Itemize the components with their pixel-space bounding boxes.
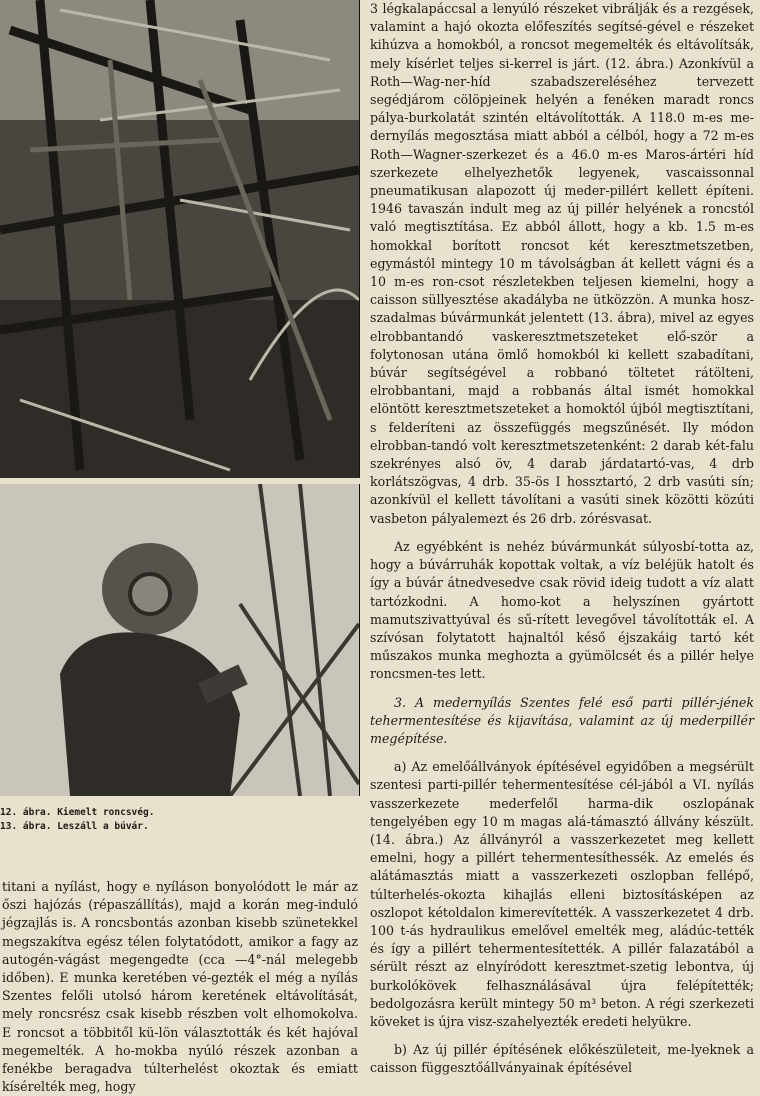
section-heading: 3. A medernyílás Szentes felé eső parti pillér-jének tehermentesítése és kijavítása, valamint az új mederpillér megépítése. [370, 694, 754, 746]
figure-captions [0, 806, 359, 834]
caption-figure-13: 13. ábra. Leszáll a búvár. [0, 821, 149, 832]
caption-figure-12: 12. ábra. Kiemelt roncsvég. [0, 807, 155, 818]
paragraph: a) Az emelőállványok építésével egyidőben a megsérült szentesi parti-pillér tehermentesítése cél-jából a VI. nyílás vasszerkezete mederfelől harma-dik oszlopának tengelyében egy 10 m magas alá-támasztó állvány készült. (14. ábra.) Az állványról a vasszerkezetet meg kellett emelni, hogy a pillért tehermentesíthessék. Az emelés és alátámasztás miatt a vasszerkezeti oszlopban fellépő, túlterhelés-okozta kihajlás elleni biztosításképen az oszlopot kétoldalon kimerevítették. A vasszerkezetet 4 drb. 100 t-ás hydraulikus emelővel emelték meg, aládúc-tették és így a pillért tehermentesítették. A pillér falazatából a sérült részt az elnyíródott keresztmet-szetig lebontva, új burkolókövek felhasználásával újra felépítették; bedolgozásra került mintegy 50 m³ beton. A régi szerkezeti köveket is újra visz-szahelyezték eredeti helyükre. [370, 759, 754, 1029]
left-text-column [2, 878, 358, 1096]
paragraph: 3 légkalapáccsal a lenyúló részeket vibrálják és a rezgések, valamint a hajó okozta előfeszítés segítsé-gével e részeket kihúzva a homokból, a roncsot megemelték és eltávolítsák, mely kísérlet teljes si-kerrel is járt. (12. ábra.) Azonkívül a Roth—Wag-ner-híd szabadszereléséhez tervezett segédjárom cölöpjeinek helyén a fenéken maradt roncs pálya-burkolatát szintén eltávolították. A 118.0 m-es me-dernyílás megosztása miatt abból a célból, hogy a 72 m-es Roth—Wagner-szerkezet és a 46.0 m-es Maros-ártéri híd szerkezete elhelyezhetők legyenek, vascaissonnal pneumatikusan alapozott új meder-pillért kellett építeni. 1946 tavaszán indult meg az új pillér helyének a roncstól való megtisztítása. Ez abból állott, hogy a kb. 1.5 m-es homokkal borított roncsot két keresztmetszetben, egymástól mintegy 10 m távolságban át kellett vágni és a 10 m-es ron-csot részletekben teljesen kiemelni, hogy a caisson süllyesztése akadályba ne ütközzön. A munka hosz-szadalmas búvármunkát jelentett (13. ábra), mivel az egyes elrobbantandó vaskeresztmetszeteket elő-ször a folytonosan utána ömlő homokból ki kellett szabadítani, búvár segítségével a robbanó töltetet rátölteni, elrobbantani, majd a robbanás által ismét homokkal elöntött keresztmetszeteket a homoktól újból megtisztítani, s felderíteni az összefüggés megszűnését. Ily módon elrobban-tandó volt keresztmetszetenként: 2 darab két-falu szekrényes alsó öv, 4 darab járdatartó-vas, 4 drb korlátszögvas, 4 drb. 35-ös I hossztartó, 2 drb vasúti sín; azonkívül el kellett távolítani a vasúti sinek közötti közúti vasbeton pályalemezt és 26 drb. zórésvasat. [370, 1, 754, 526]
photo-wreck-end [0, 0, 360, 478]
right-text-column [370, 0, 754, 1078]
photo-diver-descending [0, 484, 360, 796]
paragraph: titani a nyílást, hogy e nyíláson bonyolódott le már az őszi hajózás (répaszállítás), majd a korán meg-induló jégzajlás is. A roncsbontás azonban kisebb szünetekkel megszakítva egész télen folytatódott, amikor a fagy az autogén-vágást megengedte (cca —4°-nál melegebb időben). E munka keretében vé-gezték el még a nyílás Szentes felőli utolsó három keretének eltávolítását, mely roncsrész csak kisebb részben volt elhomokolva. E roncsot a többitől kü-lön választották és két hajóval megemelték. A ho-mokba nyúló részek azonban a fenékbe beragadva túlterhelést okoztak és emiatt kísérelték meg, hogy [2, 879, 358, 1095]
paragraph: b) Az új pillér építésének előkészületeit, me-lyeknek a caisson függesztőállványainak építésével [370, 1042, 754, 1076]
paragraph: Az egyébként is nehéz búvármunkát súlyosbí-totta az, hogy a búvárruhák kopottak voltak, a víz beléjük hatolt és így a búvár átnedvesedve csak rövid ideig tudott a víz alatt tartózkodni. A homo-kot a helyszínen gyártott mamutszivattyúval és sű-rített levegővel távolították el. A szívósan folytatott hajnaltól késő éjszakáig tartó két műszakos munka meghozta a gyümölcsét és a pillér helye roncsmen-tes lett. [370, 538, 754, 682]
